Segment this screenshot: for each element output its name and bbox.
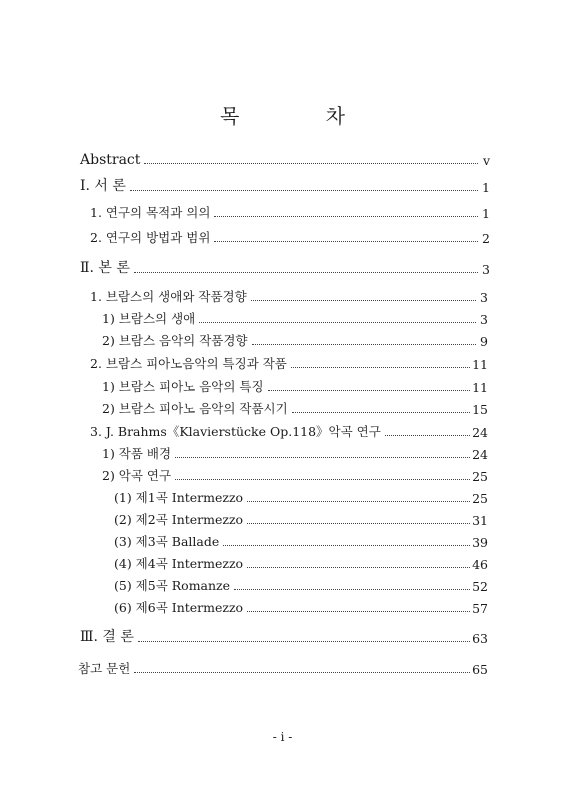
toc-page-number: 24 xyxy=(472,447,488,462)
dot-leader xyxy=(134,672,470,673)
toc-entry-2-1-1[interactable] xyxy=(102,309,488,327)
toc-entry-2-1-2[interactable] xyxy=(102,331,488,349)
dot-leader xyxy=(247,611,470,612)
toc-page-number: 9 xyxy=(480,334,488,349)
page-title: 목 차 xyxy=(220,104,385,128)
toc-label: Ⅰ. 서 론 xyxy=(80,178,126,194)
toc-entry-main-body[interactable] xyxy=(80,259,490,277)
toc-entry-2-2[interactable] xyxy=(90,354,488,372)
dot-leader xyxy=(144,163,478,164)
toc-entry-introduction[interactable] xyxy=(80,177,490,195)
toc-label: Abstract xyxy=(80,152,141,168)
toc-entry-2-1[interactable] xyxy=(90,287,488,305)
toc-entry-piece-3[interactable] xyxy=(114,532,488,550)
toc-entry-references[interactable] xyxy=(78,659,488,677)
page-footer-number: - i - xyxy=(272,730,293,744)
toc-page-number: 46 xyxy=(472,557,488,572)
toc-label: 2. 연구의 방법과 범위 xyxy=(90,230,211,245)
toc-entry-2-3[interactable] xyxy=(90,422,488,440)
toc-entry-1-1[interactable] xyxy=(90,203,490,221)
dot-leader xyxy=(223,545,470,546)
toc-page-number: 39 xyxy=(472,535,488,550)
toc-page-number: 3 xyxy=(480,290,488,305)
dot-leader xyxy=(214,216,478,217)
toc-page-number: 31 xyxy=(472,513,488,528)
dot-leader xyxy=(175,479,470,480)
toc-entry-conclusion[interactable] xyxy=(80,628,488,646)
dot-leader xyxy=(247,501,470,502)
toc-entry-2-2-2[interactable] xyxy=(102,399,488,417)
dot-leader xyxy=(199,322,476,323)
toc-label: Ⅱ. 본 론 xyxy=(80,260,130,276)
dot-leader xyxy=(385,435,470,436)
toc-label: 2) 악곡 연구 xyxy=(102,468,172,483)
toc-label: 1. 브람스의 생애와 작품경향 xyxy=(90,289,247,304)
toc-page-number: 2 xyxy=(482,231,490,246)
dot-leader xyxy=(291,367,470,368)
toc-label: 2) 브람스 음악의 작품경향 xyxy=(102,333,248,348)
toc-page-number: 3 xyxy=(482,262,490,277)
toc-label: 1) 브람스의 생애 xyxy=(102,311,196,326)
toc-page-number: 1 xyxy=(482,206,490,221)
toc-page-number: 11 xyxy=(472,357,488,372)
toc-page-number: 11 xyxy=(472,380,488,395)
toc-label: (2) 제2곡 Intermezzo xyxy=(114,512,244,527)
toc-label: (6) 제6곡 Intermezzo xyxy=(114,600,244,615)
toc-entry-piece-6[interactable] xyxy=(114,598,488,616)
dot-leader xyxy=(247,567,470,568)
toc-label: 2. 브람스 피아노음악의 특징과 작품 xyxy=(90,356,287,371)
toc-page-number: 57 xyxy=(472,601,488,616)
toc-page-number: 25 xyxy=(472,491,488,506)
toc-label: 참고 문헌 xyxy=(78,661,131,676)
toc-entry-abstract[interactable] xyxy=(80,150,490,168)
toc-entry-1-2[interactable] xyxy=(90,228,490,246)
toc-label: 2) 브람스 피아노 음악의 작품시기 xyxy=(102,401,288,416)
toc-page-number: 15 xyxy=(472,402,488,417)
dot-leader xyxy=(292,412,470,413)
dot-leader xyxy=(134,272,478,273)
dot-leader xyxy=(252,344,476,345)
toc-entry-piece-5[interactable] xyxy=(114,576,488,594)
dot-leader xyxy=(175,457,470,458)
toc-page-number: 3 xyxy=(480,312,488,327)
toc-label: (5) 제5곡 Romanze xyxy=(114,578,231,593)
dot-leader xyxy=(251,300,476,301)
toc-entry-piece-4[interactable] xyxy=(114,554,488,572)
toc-entry-2-3-1[interactable] xyxy=(102,444,488,462)
toc-page-number: 1 xyxy=(482,180,490,195)
dot-leader xyxy=(268,390,471,391)
toc-label: 1) 작품 배경 xyxy=(102,446,172,461)
dot-leader xyxy=(138,641,470,642)
toc-entry-piece-1[interactable] xyxy=(114,488,488,506)
toc-page-number: 52 xyxy=(472,579,488,594)
toc-page-number: v xyxy=(482,153,490,168)
toc-label: (4) 제4곡 Intermezzo xyxy=(114,556,244,571)
toc-label: 1. 연구의 목적과 의의 xyxy=(90,205,211,220)
toc-label: 1) 브람스 피아노 음악의 특징 xyxy=(102,379,264,394)
toc-label: Ⅲ. 결 론 xyxy=(80,629,134,645)
dot-leader xyxy=(214,241,478,242)
toc-label: (3) 제3곡 Ballade xyxy=(114,534,220,549)
dot-leader xyxy=(247,523,470,524)
toc-entry-2-2-1[interactable] xyxy=(102,377,488,395)
toc-label: (1) 제1곡 Intermezzo xyxy=(114,490,244,505)
toc-label: 3. J. Brahms《Klavierstücke Op.118》악곡 연구 xyxy=(90,424,381,439)
toc-page-number: 25 xyxy=(472,469,488,484)
toc-page-number: 24 xyxy=(472,425,488,440)
toc-entry-piece-2[interactable] xyxy=(114,510,488,528)
dot-leader xyxy=(234,589,470,590)
dot-leader xyxy=(130,190,478,191)
toc-page-number: 63 xyxy=(472,631,488,646)
toc-page-number: 65 xyxy=(472,662,488,677)
toc-entry-2-3-2[interactable] xyxy=(102,466,488,484)
